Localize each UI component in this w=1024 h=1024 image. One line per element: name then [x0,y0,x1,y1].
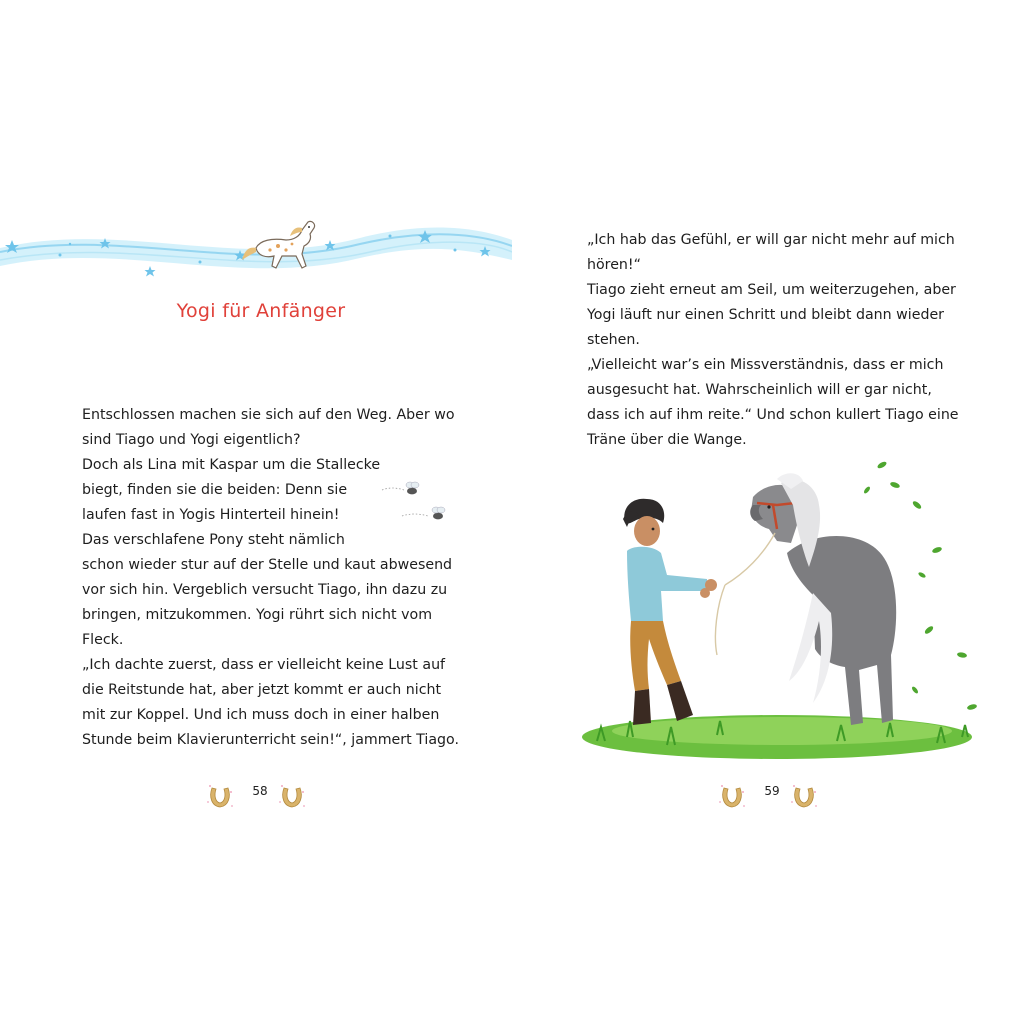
text-line: Tiago zieht erneut am Seil, um weiterzugehen, aber [587,282,956,298]
text-line: hören!“ [587,257,641,273]
text-line: laufen fast in Yogis Hinterteil hinein! [82,507,340,523]
text-line: „Ich dachte zuerst, dass er vielleicht keine Lust auf [82,657,446,673]
chapter-title: Yogi für Anfänger [176,300,346,322]
fly-icon [402,507,445,519]
page-number-footer [717,780,827,814]
text-line: sind Tiago und Yogi eigentlich? [82,432,301,448]
lead-rope [715,533,775,655]
text-line: Entschlossen machen sie sich auf den Weg. Aber wo [82,407,455,423]
horseshoe-icon [205,782,235,812]
text-line: „Ich hab das Gefühl, er will gar nicht mehr auf mich [587,232,955,248]
text-line: biegt, finden sie die beiden: Denn sie [82,482,348,498]
text-line: ausgesucht hat. Wahrscheinlich will er gar nicht, [587,382,932,398]
horseshoe-icon [717,782,747,812]
horseshoe-icon [277,782,307,812]
body-text-right [587,228,957,453]
flies-illustration [380,478,460,528]
text-line: bringen, mitzukommen. Yogi rührt sich nicht vom [82,607,433,623]
text-line: die Reitstunde hat, aber jetzt kommt er auch nicht [82,682,442,698]
pony-figure [750,473,896,725]
page-number: 58 [252,784,268,798]
text-line: „Vielleicht war’s ein Missverständnis, dass er mich [587,357,944,373]
text-line: Träne über die Wange. [587,432,747,448]
header-swoosh [0,200,512,290]
right-page [512,0,1024,1024]
horseshoe-icon [789,782,819,812]
text-line: stehen. [587,332,640,348]
boy-figure [623,499,717,725]
text-line: schon wieder stur auf der Stelle und kaut abwesend [82,557,453,573]
text-line: Stunde beim Klavierunterricht sein!“, jammert Tiago. [82,732,459,748]
text-line: dass ich auf ihm reite.“ Und schon kullert Tiago eine [587,407,959,423]
text-line: vor sich hin. Vergeblich versucht Tiago, ihn dazu zu [82,582,448,598]
text-line: Doch als Lina mit Kaspar um die Stallecke [82,457,381,473]
boy-and-pony-illustration [577,445,997,765]
text-line: mit zur Koppel. Und ich muss doch in einer halben [82,707,440,723]
fly-icon [382,482,419,494]
page-number: 59 [764,784,780,798]
text-line: Das verschlafene Pony steht nämlich [82,532,345,548]
body-text-left [82,403,459,753]
text-line: Fleck. [82,632,124,648]
text-line: Yogi läuft nur einen Schritt und bleibt dann wieder [587,307,945,323]
page-number-footer [205,780,315,814]
